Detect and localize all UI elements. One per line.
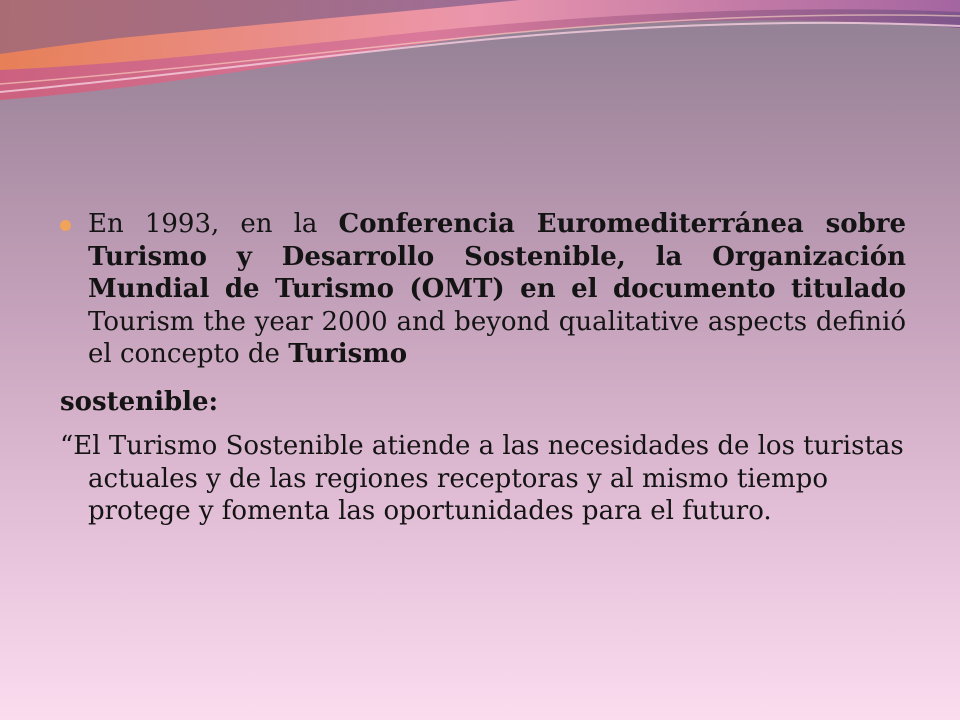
slide-content bbox=[60, 208, 906, 528]
bullet-text-document: Tourism the year 2000 and beyond qualitative aspects definió el concepto de bbox=[88, 306, 906, 369]
decorative-wave-banner bbox=[0, 0, 960, 120]
bullet-paragraph bbox=[60, 208, 906, 371]
bullet-text-conference: Conferencia Euromediterránea sobre Turismo y Desarrollo Sostenible, la Organización Mundial de Turismo (OMT) en el documento titulado bbox=[88, 209, 906, 304]
subheading-sostenible: sostenible: bbox=[60, 386, 219, 417]
bullet-text-turismo: Turismo bbox=[288, 339, 408, 369]
bullet-dot-icon bbox=[60, 220, 71, 231]
definition-quote: “El Turismo Sostenible atiende a las necesidades de los turistas actuales y de las regiones receptoras y al mismo tiempo protege y fomenta las oportunidades para el futuro. bbox=[60, 431, 904, 526]
bullet-text-intro: En 1993, en la bbox=[88, 209, 339, 239]
